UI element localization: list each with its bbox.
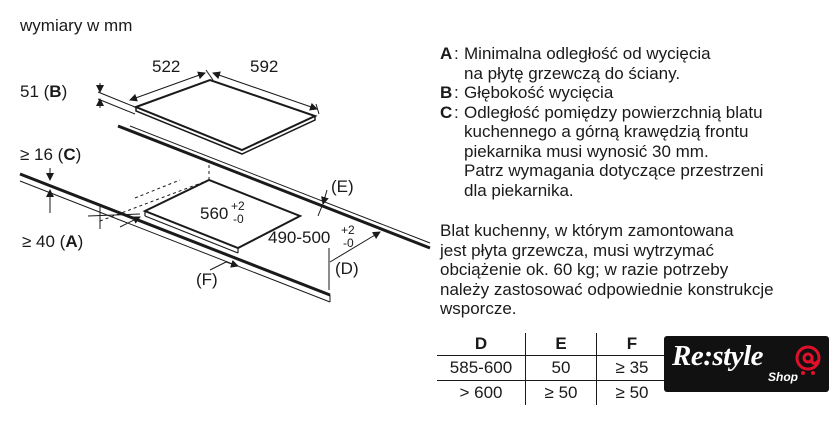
units-label: wymiary w mm (20, 16, 133, 35)
legend-text: Głębokość wycięcia (464, 83, 614, 102)
dim-b-label: 51 (B) (20, 82, 68, 101)
legend-item-c: C : Odległość pomiędzy powierzchnią blatu kuchennego a górną krawędzią frontu piekarnika musi wynosić 30 mm. Patrz wymagania dotyczące przestrzeni dla piekarnika. (440, 102, 764, 200)
restyle-shop-logo (664, 336, 829, 392)
dimension-b (98, 83, 135, 114)
table-cell: 50 (526, 356, 597, 381)
table-row (437, 381, 667, 406)
table-header: E (526, 333, 597, 356)
dim-c-label: ≥ 16 (C) (20, 145, 82, 164)
legend-key: C (440, 102, 453, 122)
label-f: (F) (196, 270, 218, 289)
logo-sub: Shop (768, 370, 798, 384)
legend-item-b: B : Głębokość wycięcia (440, 83, 614, 102)
cutout-depth-tol-minus: -0 (343, 236, 354, 250)
cutout-depth-label: 490-500 (268, 228, 331, 247)
cutout-width-label: 560 (200, 204, 229, 223)
table-cell: ≥ 50 (597, 381, 668, 406)
cutout-depth-tol-plus: +2 (341, 223, 355, 237)
cutout-width-tol-plus: +2 (231, 199, 245, 213)
table-cell: > 600 (459, 383, 503, 402)
legend (440, 44, 835, 200)
legend-text: Minimalna odległość od wycięcia na płytę grzewczą do ściany. (464, 44, 711, 83)
table-header: D (437, 333, 526, 356)
worktop-load-note: Blat kuchenny, w którym zamontowana jest płyta grzewcza, musi wytrzymać obciążenie ok. 60 kg; w razie potrzeby należy zastosować odpowiednie konstrukcje wsporcze. (440, 221, 774, 318)
shopping-cart-at-icon (792, 344, 824, 376)
legend-key: A (440, 44, 453, 63)
logo-text: Re:style (672, 340, 764, 372)
hob-width-label: 522 (152, 57, 181, 76)
table-header-row (437, 333, 667, 356)
table-header: F (597, 333, 668, 356)
hob-depth-label: 592 (250, 57, 279, 76)
legend-text: Odległość pomiędzy powierzchnią blatu kuchennego a górną krawędzią frontu piekarnika musi wynosić 30 mm. Patrz wymagania dotyczące przestrzeni dla piekarnika. (464, 102, 764, 200)
table-cell: ≥ 50 (526, 381, 597, 406)
legend-key: B (440, 83, 453, 102)
clearance-table (437, 333, 667, 405)
table-row (437, 356, 667, 381)
cutout-width-tol-minus: -0 (233, 212, 244, 226)
dimension-e (318, 190, 327, 216)
legend-item-a: A : Minimalna odległość od wycięcia na płytę grzewczą do ściany. (440, 44, 711, 83)
table-cell: 585-600 (437, 356, 526, 381)
dimension-f (210, 262, 238, 270)
dim-a-label: ≥ 40 (A) (22, 232, 84, 251)
label-d: (D) (335, 259, 359, 278)
label-e: (E) (331, 177, 354, 196)
table-cell: ≥ 35 (597, 356, 668, 381)
